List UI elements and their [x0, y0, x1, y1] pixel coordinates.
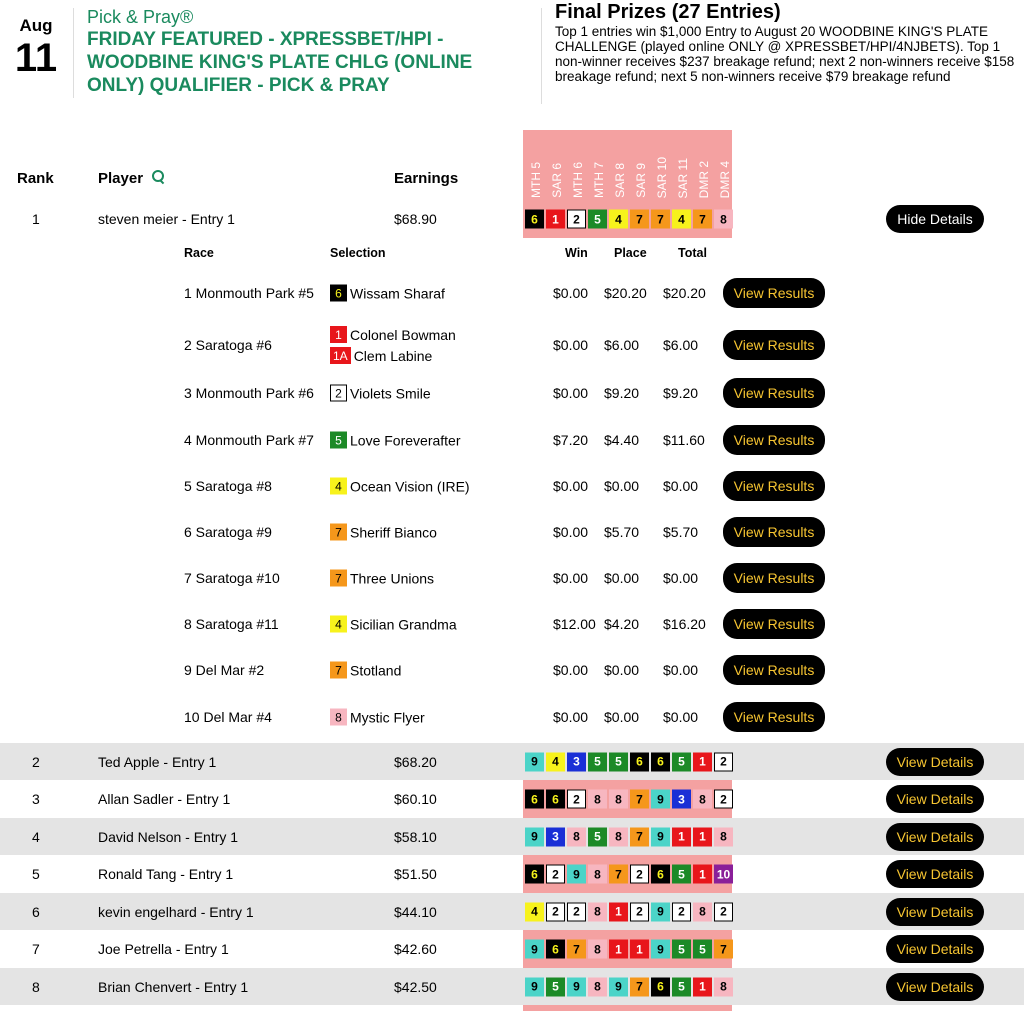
pick-chip: 8 [609, 827, 628, 846]
pick-chip: 4 [546, 752, 565, 771]
detail-row [0, 373, 1024, 413]
race-header: DMR 2 [697, 160, 711, 198]
picks-strip [525, 790, 733, 809]
pick-chip: 9 [567, 865, 586, 884]
table-row [0, 968, 1024, 1005]
detail-row [0, 273, 1024, 313]
detail-win: $0.00 [553, 478, 589, 494]
prizes-title: Final Prizes (27 Entries) [555, 1, 781, 23]
race-header: SAR 11 [676, 157, 690, 198]
pick-chip: 5 [588, 210, 607, 229]
detail-win: $0.00 [553, 524, 589, 540]
detail-race-header: Race [184, 246, 214, 260]
header-divider [541, 8, 542, 104]
view-results-button[interactable]: View Results [723, 517, 825, 547]
race-header: SAR 8 [613, 163, 627, 198]
selection-item [330, 476, 470, 497]
race-headers [523, 130, 732, 198]
detail-selection [330, 568, 434, 589]
pick-chip: 9 [525, 752, 544, 771]
view-details-button[interactable]: View Details [886, 748, 984, 776]
detail-place: $6.00 [604, 337, 640, 353]
detail-win-header: Win [565, 246, 588, 260]
pick-chip: 6 [651, 752, 670, 771]
view-results-button[interactable]: View Results [723, 278, 825, 308]
horse-name: Violets Smile [350, 385, 431, 401]
view-results-button[interactable]: View Results [723, 702, 825, 732]
pick-chip: 7 [630, 210, 649, 229]
view-results-button[interactable]: View Results [723, 609, 825, 639]
rank-cell: 8 [32, 978, 40, 995]
view-results-button[interactable]: View Results [723, 655, 825, 685]
player-cell: Brian Chenvert - Entry 1 [98, 978, 249, 995]
pick-chip: 2 [630, 865, 649, 884]
detail-race: 9 Del Mar #2 [184, 662, 265, 678]
player-header [98, 170, 165, 187]
selection-item [330, 707, 425, 728]
selection-item [330, 345, 456, 366]
pick-chip: 2 [546, 865, 565, 884]
detail-win: $0.00 [553, 337, 589, 353]
player-cell: David Nelson - Entry 1 [98, 828, 239, 845]
detail-race: 1 Monmouth Park #5 [184, 285, 314, 301]
rank-cell: 4 [32, 828, 40, 845]
detail-race: 8 Saratoga #11 [184, 616, 279, 632]
selection-item [330, 522, 437, 543]
picks-strip [525, 977, 733, 996]
detail-selection [330, 522, 437, 543]
pick-chip: 9 [567, 977, 586, 996]
prizes-text: Top 1 entries win $1,000 Entry to August 20 WOODBINE KING'S PLATE CHALLENGE (played online ONLY @ XPRESSBET/HPI/4NJBETS). Top 1 non-winner receives $237 breakage refund; next 2 non-winners receive $158 breakage refund; next 5 non-winners receive $79 breakage refund [555, 24, 1015, 84]
player-cell: Ronald Tang - Entry 1 [98, 866, 234, 882]
detail-win: $7.20 [553, 432, 589, 448]
pick-chip: 8 [588, 790, 607, 809]
player-header-label: Player [98, 170, 144, 187]
pick-chip: 9 [609, 977, 628, 996]
view-results-button[interactable]: View Results [723, 425, 825, 455]
table-row [0, 743, 1024, 780]
detail-total: $9.20 [663, 385, 699, 401]
detail-selection [330, 707, 425, 728]
detail-selection-header: Selection [330, 246, 386, 260]
view-results-button[interactable]: View Results [723, 471, 825, 501]
program-number: 8 [330, 709, 347, 726]
detail-place: $0.00 [604, 662, 640, 678]
table-row [0, 931, 1024, 968]
race-header: SAR 9 [634, 163, 648, 198]
detail-total-header: Total [678, 246, 707, 260]
pick-chip: 8 [588, 977, 607, 996]
pick-chip: 9 [525, 977, 544, 996]
contest-title-block [87, 6, 527, 97]
pick-chip: 8 [693, 902, 712, 921]
detail-win: $12.00 [553, 616, 596, 632]
earnings-cell: $42.60 [394, 941, 437, 957]
table-row [0, 818, 1024, 855]
rank-cell: 2 [32, 753, 40, 770]
pick-chip: 10 [714, 865, 733, 884]
earnings-cell: $51.50 [394, 866, 437, 882]
detail-total: $0.00 [663, 570, 699, 586]
view-details-button[interactable]: View Details [886, 823, 984, 851]
view-details-button[interactable]: View Details [886, 898, 984, 926]
detail-selection [330, 283, 445, 304]
detail-total: $11.60 [663, 432, 705, 448]
detail-race: 10 Del Mar #4 [184, 709, 272, 725]
pick-chip: 8 [714, 210, 733, 229]
horse-name: Love Foreverafter [350, 432, 461, 448]
hide-details-button[interactable]: Hide Details [886, 205, 984, 233]
earnings-cell: $44.10 [394, 903, 437, 920]
detail-row [0, 558, 1024, 598]
pick-chip: 8 [588, 865, 607, 884]
pick-chip: 6 [651, 977, 670, 996]
pick-chip: 2 [714, 790, 733, 809]
picks-strip [525, 865, 733, 884]
detail-place-header: Place [614, 246, 647, 260]
pick-chip: 8 [714, 977, 733, 996]
rank-header: Rank [17, 170, 54, 187]
view-details-button[interactable]: View Details [886, 935, 984, 963]
event-month: Aug [19, 16, 53, 35]
pick-chip: 9 [525, 827, 544, 846]
pick-chip: 2 [672, 902, 691, 921]
horse-name: Sheriff Bianco [350, 524, 437, 540]
pick-chip: 9 [651, 902, 670, 921]
contest-title: FRIDAY FEATURED - XPRESSBET/HPI - WOODBINE KING'S PLATE CHLG (ONLINE ONLY) QUALIFIER - PICK & PRAY [87, 29, 473, 96]
detail-race: 2 Saratoga #6 [184, 337, 272, 353]
pick-chip: 7 [630, 977, 649, 996]
earnings-cell: $60.10 [394, 791, 437, 807]
race-header: SAR 10 [655, 156, 669, 198]
pick-chip: 5 [609, 752, 628, 771]
program-number: 7 [330, 662, 347, 679]
player-cell: Joe Petrella - Entry 1 [98, 941, 229, 957]
pick-chip: 9 [651, 940, 670, 959]
detail-place: $20.20 [604, 285, 647, 301]
pick-chip: 7 [567, 940, 586, 959]
detail-win: $0.00 [553, 285, 589, 301]
detail-row [0, 697, 1024, 737]
detail-win: $0.00 [553, 385, 589, 401]
horse-name: Stotland [350, 662, 402, 678]
pick-chip: 5 [546, 977, 565, 996]
detail-selection [330, 614, 457, 635]
pick-chip: 8 [714, 827, 733, 846]
pick-chip: 4 [609, 210, 628, 229]
pick-chip: 9 [525, 940, 544, 959]
program-number: 7 [330, 570, 347, 587]
program-number: 7 [330, 524, 347, 541]
program-number: 4 [330, 478, 347, 495]
pick-chip: 1 [693, 752, 712, 771]
pick-chip: 6 [651, 865, 670, 884]
selection-item [330, 383, 431, 404]
pick-chip: 2 [567, 210, 586, 229]
pick-chip: 1 [630, 940, 649, 959]
detail-selection [330, 430, 461, 451]
pick-chip: 8 [567, 827, 586, 846]
player-cell: Allan Sadler - Entry 1 [98, 791, 231, 807]
prizes-block [555, 0, 1015, 84]
pick-chip: 6 [525, 790, 544, 809]
view-results-button[interactable]: View Results [723, 563, 825, 593]
pick-chip: 7 [714, 940, 733, 959]
detail-total: $6.00 [663, 337, 699, 353]
pick-chip: 8 [588, 940, 607, 959]
rank-cell: 6 [32, 903, 40, 920]
detail-place: $0.00 [604, 478, 640, 494]
pick-chip: 9 [651, 827, 670, 846]
pick-chip: 2 [546, 902, 565, 921]
selection-item [330, 430, 461, 451]
pick-chip: 2 [567, 902, 586, 921]
earnings-cell: $68.90 [394, 211, 437, 227]
program-number: 1 [330, 326, 347, 343]
player-cell: kevin engelhard - Entry 1 [98, 903, 254, 920]
detail-selection [330, 660, 401, 681]
detail-race: 6 Saratoga #9 [184, 524, 272, 540]
pick-chip: 4 [672, 210, 691, 229]
detail-total: $0.00 [663, 709, 699, 725]
pick-chip: 7 [651, 210, 670, 229]
view-details-button[interactable]: View Details [886, 860, 984, 888]
race-header: MTH 6 [571, 162, 585, 198]
search-icon[interactable] [151, 170, 165, 184]
pick-chip: 6 [546, 790, 565, 809]
horse-name: Colonel Bowman [350, 326, 456, 343]
pick-chip: 1 [609, 902, 628, 921]
selection-item [330, 614, 457, 635]
pick-chip: 8 [588, 902, 607, 921]
pick-chip: 5 [672, 865, 691, 884]
pick-chip: 9 [651, 790, 670, 809]
detail-place: $4.40 [604, 432, 640, 448]
view-results-button[interactable]: View Results [723, 330, 825, 360]
pick-chip: 6 [525, 865, 544, 884]
pick-chip: 1 [672, 827, 691, 846]
detail-win: $0.00 [553, 570, 589, 586]
rank-cell: 5 [32, 866, 40, 882]
pick-chip: 7 [693, 210, 712, 229]
pick-chip: 5 [588, 752, 607, 771]
detail-selection [330, 476, 470, 497]
rank-cell: 7 [32, 941, 40, 957]
horse-name: Mystic Flyer [350, 709, 425, 725]
program-number: 2 [330, 385, 347, 402]
pick-chip: 1 [693, 977, 712, 996]
pick-chip: 8 [609, 790, 628, 809]
horse-name: Ocean Vision (IRE) [350, 478, 470, 494]
view-details-button[interactable]: View Details [886, 785, 984, 813]
pick-chip: 5 [693, 940, 712, 959]
pick-chip: 2 [630, 902, 649, 921]
player-cell: Ted Apple - Entry 1 [98, 753, 217, 770]
horse-name: Three Unions [350, 570, 435, 586]
pick-chip: 7 [630, 790, 649, 809]
picks-strip [525, 827, 733, 846]
detail-race: 4 Monmouth Park #7 [184, 432, 314, 448]
earnings-cell: $58.10 [394, 828, 437, 845]
detail-place: $4.20 [604, 616, 640, 632]
picks-strip [525, 210, 733, 229]
race-header: DMR 4 [718, 160, 732, 198]
pick-chip: 2 [714, 902, 733, 921]
detail-place: $9.20 [604, 385, 640, 401]
earnings-header: Earnings [394, 170, 459, 187]
pick-chip: 3 [567, 752, 586, 771]
player-cell: steven meier - Entry 1 [98, 211, 235, 227]
pick-chip: 1 [693, 827, 712, 846]
pick-chip: 4 [525, 902, 544, 921]
pick-chip: 7 [609, 865, 628, 884]
picks-strip [525, 940, 733, 959]
horse-name: Clem Labine [353, 347, 433, 364]
detail-race: 7 Saratoga #10 [184, 570, 280, 586]
detail-selection [330, 324, 456, 366]
detail-row [0, 650, 1024, 690]
event-date [8, 16, 64, 80]
pick-chip: 1 [693, 865, 712, 884]
rank-cell: 3 [32, 791, 40, 807]
brand-label: Pick & Pray® [87, 7, 194, 27]
detail-total: $5.70 [663, 524, 699, 540]
race-header: MTH 5 [529, 162, 543, 198]
view-results-button[interactable]: View Results [723, 378, 825, 408]
pick-chip: 6 [630, 752, 649, 771]
detail-place: $0.00 [604, 570, 640, 586]
pick-chip: 5 [672, 977, 691, 996]
pick-chip: 7 [630, 827, 649, 846]
header-divider [73, 8, 74, 98]
picks-strip [525, 752, 733, 771]
pick-chip: 1 [609, 940, 628, 959]
pick-chip: 5 [588, 827, 607, 846]
detail-race: 3 Monmouth Park #6 [184, 385, 314, 401]
detail-race: 5 Saratoga #8 [184, 478, 272, 494]
pick-chip: 6 [525, 210, 544, 229]
table-row [0, 856, 1024, 893]
horse-name: Wissam Sharaf [350, 285, 445, 301]
detail-total: $0.00 [663, 662, 699, 678]
selection-item [330, 568, 434, 589]
detail-row [0, 512, 1024, 552]
race-header: SAR 6 [550, 163, 564, 198]
race-header: MTH 7 [592, 162, 606, 198]
selection-item [330, 660, 401, 681]
selection-item [330, 324, 456, 345]
detail-place: $5.70 [604, 524, 640, 540]
pick-chip: 8 [693, 790, 712, 809]
horse-name: Sicilian Grandma [350, 616, 457, 632]
event-day: 11 [14, 36, 58, 80]
earnings-cell: $68.20 [394, 753, 437, 770]
pick-chip: 1 [546, 210, 565, 229]
pick-chip: 5 [672, 940, 691, 959]
picks-strip [525, 902, 733, 921]
program-number: 4 [330, 616, 347, 633]
detail-row [0, 420, 1024, 460]
earnings-cell: $42.50 [394, 978, 437, 995]
selection-item [330, 283, 445, 304]
pick-chip: 6 [546, 940, 565, 959]
pick-chip: 3 [546, 827, 565, 846]
rank-cell: 1 [32, 211, 40, 227]
pick-chip: 2 [567, 790, 586, 809]
program-number: 1A [330, 347, 351, 364]
program-number: 6 [330, 285, 347, 302]
detail-total: $16.20 [663, 616, 706, 632]
view-details-button[interactable]: View Details [886, 973, 984, 1001]
detail-place: $0.00 [604, 709, 640, 725]
pick-chip: 2 [714, 752, 733, 771]
program-number: 5 [330, 432, 347, 449]
table-row [0, 781, 1024, 818]
table-row [0, 200, 1024, 238]
detail-row [0, 319, 1024, 371]
detail-row [0, 466, 1024, 506]
pick-chip: 3 [672, 790, 691, 809]
detail-win: $0.00 [553, 709, 589, 725]
detail-win: $0.00 [553, 662, 589, 678]
detail-row [0, 604, 1024, 644]
detail-selection [330, 383, 431, 404]
pick-chip: 5 [672, 752, 691, 771]
detail-total: $20.20 [663, 285, 706, 301]
detail-total: $0.00 [663, 478, 699, 494]
table-row [0, 893, 1024, 930]
